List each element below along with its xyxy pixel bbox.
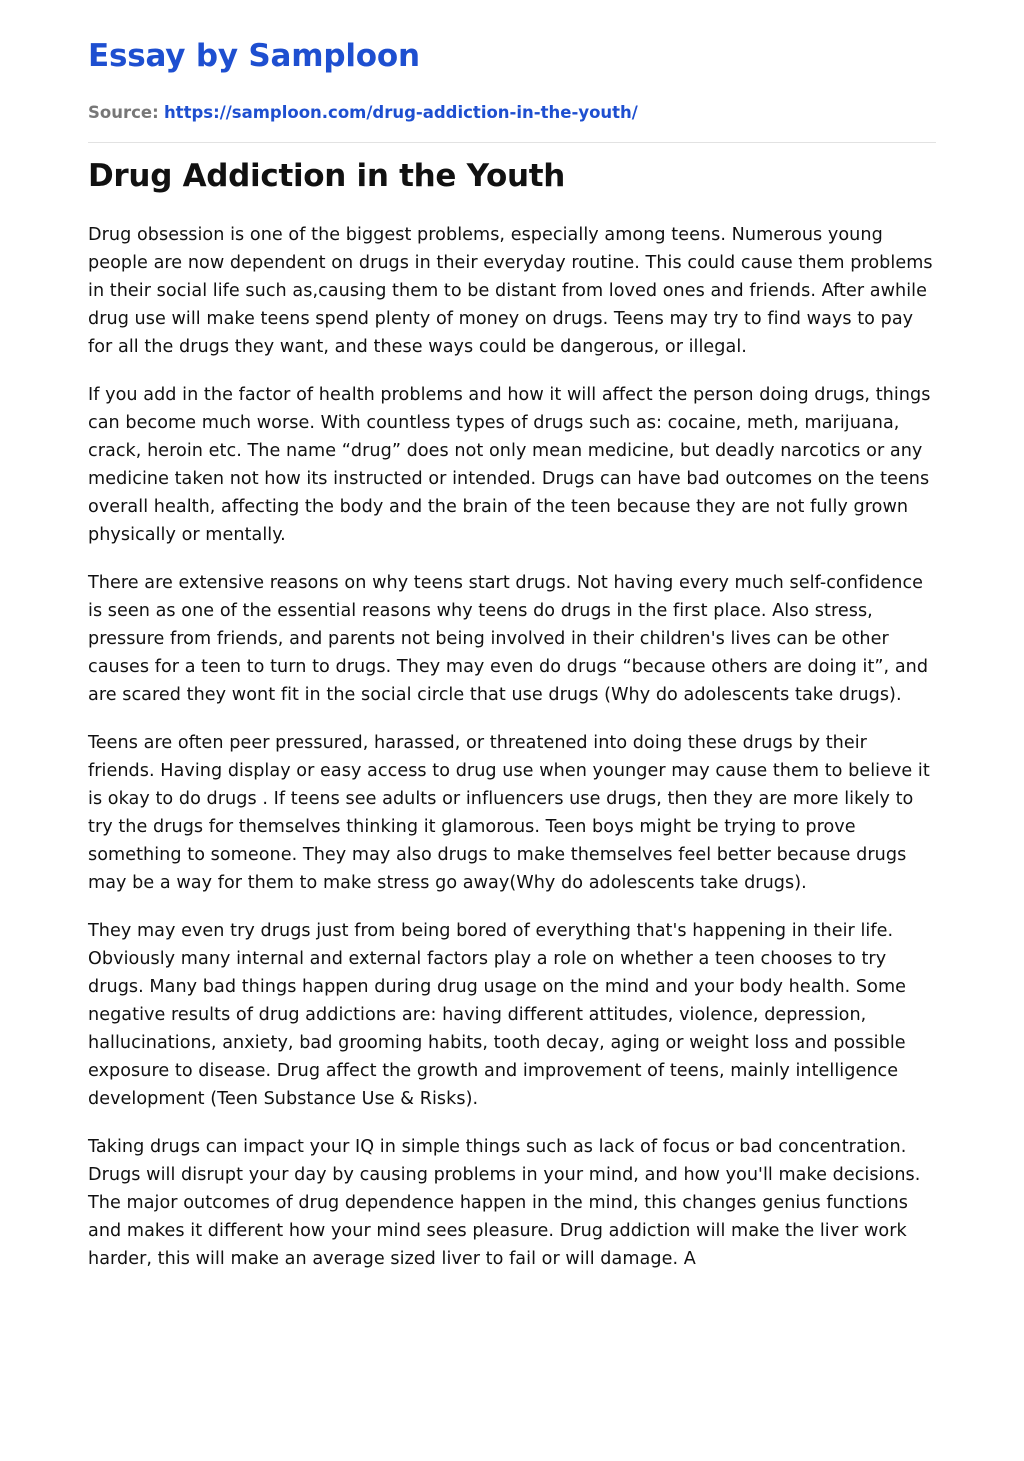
- header-divider: [88, 142, 936, 143]
- source-link[interactable]: https://samploon.com/drug-addiction-in-the-youth/: [163, 103, 638, 122]
- source-label: Source:: [88, 103, 159, 122]
- paragraph: Drug obsession is one of the biggest problems, especially among teens. Numerous young people are now dependent on drugs in their everyday routine. This could cause them problems in their social life such as,causing them to be distant from loved ones and friends. After awhile drug use will make teens spend plenty of money on drugs. Teens may try to find ways to pay for all the drugs they want, and these ways could be dangerous, or illegal.: [88, 225, 933, 357]
- essay-body: [88, 221, 936, 1293]
- paragraph: There are extensive reasons on why teens start drugs. Not having every much self-confidence is seen as one of the essential reasons why teens do drugs in the first place. Also stress, pressure from friends, and parents not being involved in their children's lives can be other causes for a teen to turn to drugs. They may even do drugs “because others are doing it”, and are scared they wont fit in the social circle that use drugs (Why do adolescents take drugs).: [88, 573, 929, 705]
- paragraph: Taking drugs can impact your IQ in simple things such as lack of focus or bad concentration. Drugs will disrupt your day by causing problems in your mind, and how you'll make decisions. The major outcomes of drug dependence happen in the mind, this changes genius functions and makes it different how your mind sees pleasure. Drug addiction will make the liver work harder, this will make an average sized liver to fail or will damage. A: [88, 1137, 921, 1269]
- paragraph: Teens are often peer pressured, harassed, or threatened into doing these drugs by their friends. Having display or easy access to drug use when younger may cause them to believe it is okay to do drugs . If teens see adults or influencers use drugs, then they are more likely to try the drugs for themselves thinking it glamorous. Teen boys might be trying to prove something to someone. They may also drugs to make themselves feel better because drugs may be a way for them to make stress go away(Why do adolescents take drugs).: [88, 733, 930, 893]
- site-brand: Essay by Samploon: [88, 38, 420, 74]
- paragraph: They may even try drugs just from being bored of everything that's happening in their life. Obviously many internal and external factors play a role on whether a teen chooses to try drugs. Many bad things happen during drug usage on the mind and your body health. Some negative results of drug addictions are: having different attitudes, violence, depression, hallucinations, anxiety, bad grooming habits, tooth decay, aging or weight loss and possible exposure to disease. Drug affect the growth and improvement of teens, mainly intelligence development (Teen Substance Use & Risks).: [88, 921, 907, 1109]
- source-line: [88, 102, 638, 124]
- essay-title: Drug Addiction in the Youth: [88, 158, 566, 194]
- paragraph: If you add in the factor of health problems and how it will affect the person doing drugs, things can become much worse. With countless types of drugs such as: cocaine, meth, marijuana, crack, heroin etc. The name “drug” does not only mean medicine, but deadly narcotics or any medicine taken not how its instructed or intended. Drugs can have bad outcomes on the teens overall health, affecting the body and the brain of the teen because they are not fully grown physically or mentally.: [88, 385, 931, 545]
